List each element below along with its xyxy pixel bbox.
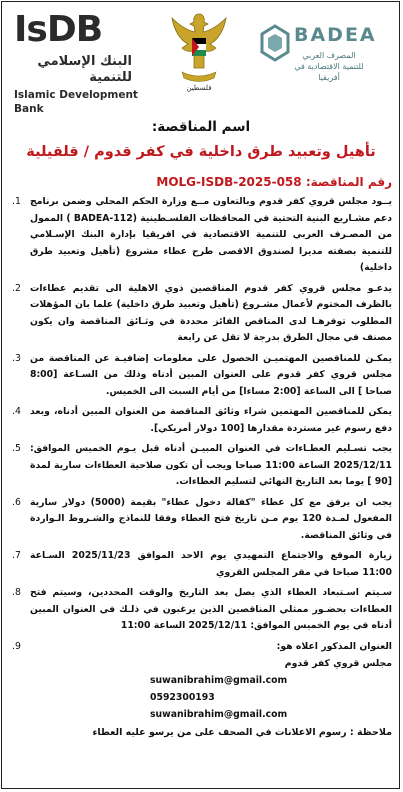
clause-item: [10, 404, 392, 437]
clause-item: [10, 495, 392, 545]
tender-reference: رقم المناقصة: MOLG-ISDB-2025-058: [156, 175, 392, 189]
clause-item: [10, 281, 392, 347]
tender-name-label: اسم المناقصة:: [151, 119, 251, 135]
clause-item: [10, 441, 392, 491]
clause-item: [10, 548, 392, 581]
clause-text: يــود مجلس قروي كفر قدوم وبالتعاون مــع وزارة الحكم المحلي وضمن برنامج دعم مشـاريع البنية التحتية في المحافظات الفلسـطينية (BADEA-112 ) الممول من المصـرف العربي للتنمية الاقتصادية في افريقيا بإدارة البنك الإسـلامي للتنمية بصفته مديرا لصندوق الاقصى طرح عطاء مشروع (تأهيل وتعبيد طرق داخلية): [30, 196, 393, 273]
clause-number: .5: [12, 443, 21, 454]
contact-email-secondary[interactable]: suwanibrahim@gmail.com: [150, 709, 288, 720]
tender-title: تأهيل وتعبيد طرق داخلية في كفر قدوم / قلقيلية: [26, 144, 376, 160]
clause-number: .8: [12, 587, 21, 598]
palestine-emblem-icon: [168, 10, 230, 92]
clause-text: العنوان المذكور اعلاه هو:: [276, 640, 392, 652]
clause-number: .7: [12, 550, 21, 561]
badea-logo: [258, 18, 386, 98]
clause-number: .3: [12, 352, 21, 364]
council-name: مجلس قروي كفر قدوم: [284, 658, 392, 669]
tender-clauses: [10, 194, 392, 655]
clause-item: [10, 351, 392, 401]
clause-text: يمكـن للمناقصين المهتميـن الحصول على معلومات إضافيـة عن المناقصة من مجلس قروي كفر قدوم على العنوان المبين أدناه وذلك من السـاعة [8:00 صباحا ] الى الساعة [2:00 مساءا] من أيام السبت الى الخميس.: [30, 352, 392, 397]
emblem-caption: فلسطين: [186, 84, 212, 92]
tender-content: [10, 118, 392, 741]
contact-block: [10, 655, 392, 723]
clause-item: [10, 194, 392, 277]
clause-text: يدعـو مجلس قروي كفر قدوم المناقصين ذوي الاهلية الى تقديم عطاءات بالظرف المختوم لأعمال مشـروع (تأهيل وتعبيد طرق داخلية) علما بان المؤهلات المطلوب توفرهـا لدى المناقص الفائز محددة في وثـائق المناقصة وان يكون مصنف في مجال الطرق بدرجة لا تقل عن رابعة: [30, 282, 392, 343]
badea-mark-icon: [258, 24, 292, 64]
clause-text: يجب ان يرفق مع كل عطاء "كفالة دخول عطاء" بقيمة (5000) دولار سارية المفعول لمـدة 120 يوم مـن تاريخ فتح العطاء وفقا للنماذج والشـروط الـواردة في وثائق المناقصة.: [30, 496, 392, 541]
badea-wordmark: BADEA: [294, 24, 377, 46]
clause-number: .6: [12, 496, 21, 508]
isdb-logo-mark: IsDB: [14, 9, 103, 50]
logo-header: [0, 0, 403, 115]
clause-number: .4: [12, 406, 21, 417]
clause-text: سـيتم اسـتبعاد العطاء الذي يصل بعد التاريخ والوقت المحددين، وسيتم فتح العطاءات بحضـور ممثلي المناقصين الذين يرغبون في ذلـك في العنوان المبين أدناه في يوم الخميس الموافق: 2025/12/11 الساعة 11:00: [30, 587, 392, 631]
advertising-fees-note: ملاحظة : رسوم الاعلانات في الصحف على من يرسو عليه العطاء: [92, 727, 392, 738]
contact-phone[interactable]: 0592300193: [150, 692, 215, 703]
clause-number: .9: [12, 640, 21, 652]
clause-number: .2: [12, 282, 21, 294]
clause-item: [10, 585, 392, 635]
clause-text: يجب تسـليم العطـاءات في العنوان المبيـن أدناه قبل يـوم الخميس الموافق: 2025/12/11 الساعة 11:00 صباحا ويجب أن تكون صلاحية العطاءات سارية لمدة [90 ] يوما بعد التاريخ النهائي لتسليم العطاءات.: [30, 443, 392, 487]
isdb-english-name: Islamic Development Bank: [14, 89, 138, 115]
clause-text: يمكن للمناقصين المهتمين شراء وثائق المناقصة من العنوان المبين أدناه، وبعد دفع رسوم غير مستردة مقدارها [100 دولار أمريكي].: [30, 406, 392, 434]
isdb-arabic-name: البنك الإسلامي للتنمية: [37, 54, 132, 85]
badea-arabic-name: المصرف العربي للتنمية الاقتصادية في أفريقيا: [294, 51, 364, 82]
contact-email[interactable]: suwanibrahim@gmail.com: [150, 675, 288, 686]
clause-item: [10, 639, 392, 656]
clause-number: .1: [12, 196, 21, 207]
isdb-logo: [14, 9, 164, 115]
clause-text: زيارة الموقع والاجتماع التمهيدي يوم الاحد الموافق 2025/11/23 السـاعة 11:00 صباحا في مقر المجلس القروي: [30, 550, 392, 578]
